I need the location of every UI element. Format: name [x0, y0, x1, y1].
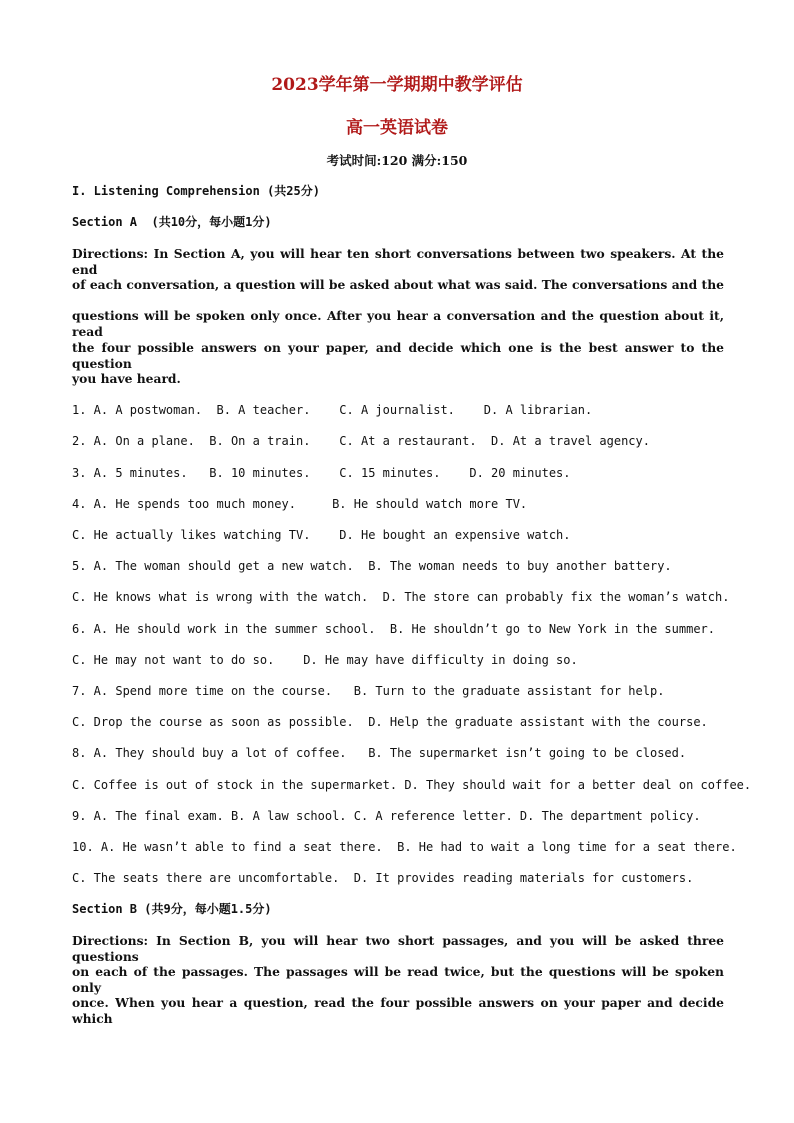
question-line: C. He actually likes watching TV. D. He bought an expensive watch.	[72, 528, 571, 542]
question-line: 10. A. He wasn’t able to find a seat there. B. He had to wait a long time for a seat there.	[72, 840, 737, 854]
question-line: 2. A. On a plane. B. On a train. C. At a restaurant. D. At a travel agency.	[72, 434, 650, 448]
section-a-directions-line: Directions: In Section A, you will hear ten short conversations between two speakers. At the end	[72, 246, 724, 277]
section-b-heading: Section B (共9分，每小题1.5分)	[72, 902, 272, 916]
section-b-directions-line: on each of the passages. The passages will be read twice, but the questions will be spoken only	[72, 964, 724, 995]
question-line: 1. A. A postwoman. B. A teacher. C. A journalist. D. A librarian.	[72, 403, 593, 417]
question-line: C. He knows what is wrong with the watch. D. The store can probably fix the woman’s watch.	[72, 590, 730, 604]
section-a-directions-line: you have heard.	[72, 371, 181, 386]
section-b-directions-line: once. When you hear a question, read the four possible answers on your paper and decide which	[72, 995, 724, 1026]
section-a-heading: Section A (共10分，每小题1分)	[72, 215, 272, 229]
exam-info: 考试时间:120 满分:150	[326, 153, 468, 168]
section-b-directions-line: Directions: In Section B, you will hear two short passages, and you will be asked three questions	[72, 933, 724, 964]
question-line: 6. A. He should work in the summer school. B. He shouldn’t go to New York in the summer.	[72, 622, 715, 636]
part-heading: I. Listening Comprehension (共25分)	[72, 184, 320, 198]
question-line: 9. A. The final exam. B. A law school. C. A reference letter. D. The department policy.	[72, 809, 701, 823]
exam-title: 2023学年第一学期期中教学评估	[271, 75, 523, 95]
question-line: 5. A. The woman should get a new watch. B. The woman needs to buy another battery.	[72, 559, 672, 573]
question-line: C. The seats there are uncomfortable. D. It provides reading materials for customers.	[72, 871, 694, 885]
section-a-directions-line: questions will be spoken only once. After you hear a conversation and the question about it, read	[72, 308, 724, 339]
question-line: 7. A. Spend more time on the course. B. Turn to the graduate assistant for help.	[72, 684, 665, 698]
question-line: C. He may not want to do so. D. He may have difficulty in doing so.	[72, 653, 578, 667]
exam-subtitle: 高一英语试卷	[346, 118, 448, 138]
section-a-directions-line: the four possible answers on your paper, and decide which one is the best answer to the question	[72, 340, 724, 371]
question-line: 4. A. He spends too much money. B. He should watch more TV.	[72, 497, 528, 511]
question-line: C. Drop the course as soon as possible. D. Help the graduate assistant with the course.	[72, 715, 708, 729]
question-line: C. Coffee is out of stock in the supermarket. D. They should wait for a better deal on coffee.	[72, 778, 752, 792]
section-a-directions-line: of each conversation, a question will be asked about what was said. The conversations and the	[72, 277, 724, 292]
question-line: 8. A. They should buy a lot of coffee. B. The supermarket isn’t going to be closed.	[72, 746, 687, 760]
question-line: 3. A. 5 minutes. B. 10 minutes. C. 15 minutes. D. 20 minutes.	[72, 466, 571, 480]
